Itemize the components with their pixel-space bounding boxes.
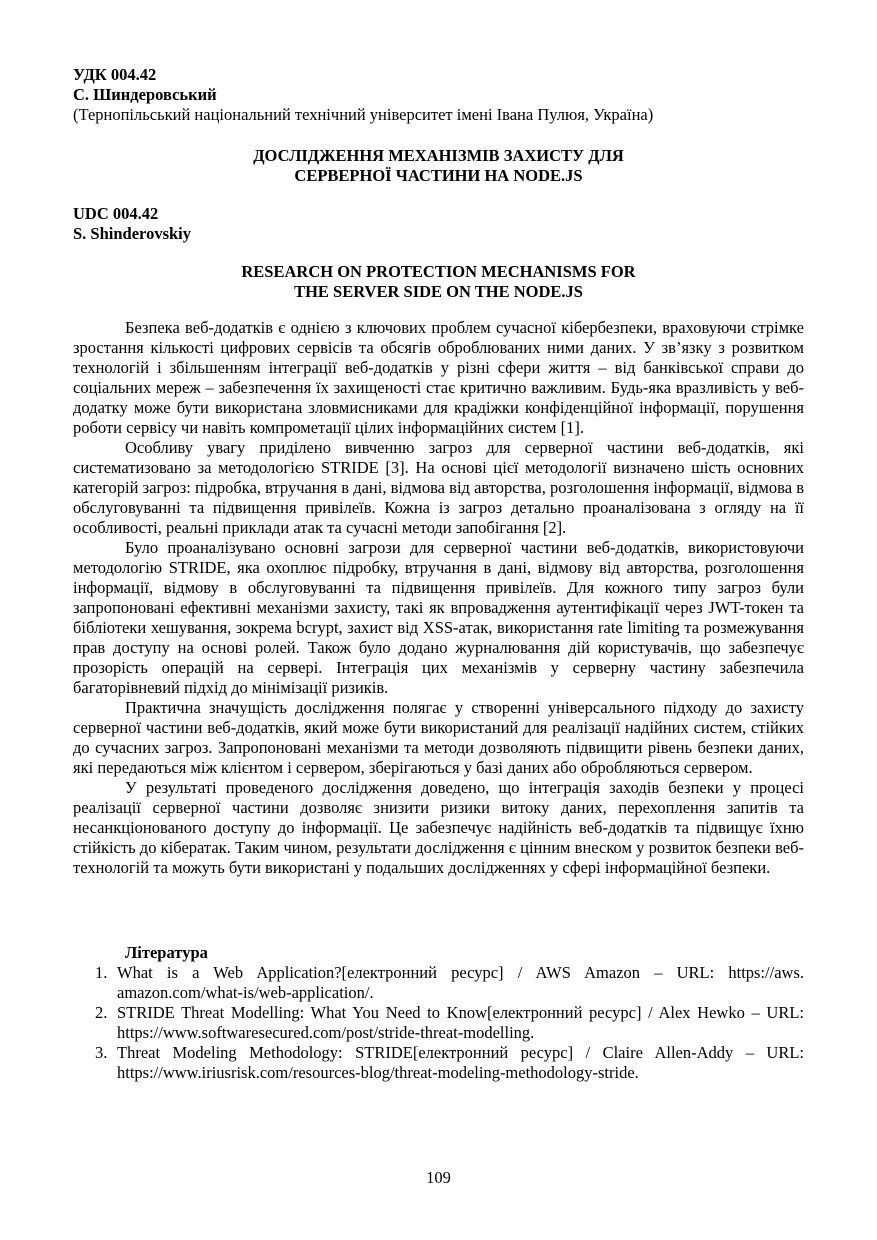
author-en: S. Shinderovskiy [73, 224, 191, 243]
udc-en: UDC 004.42 [73, 204, 159, 223]
paragraph: Було проаналізувано основні загрози для серверної частини веб-додатків, використовуючи методологію STRIDE, яка охоплює підробку, втручання в дані, відмову від авторства, розголошення інформації, відмову в обслуговуванні та підвищення привілеїв. Для кожного типу загроз були запропоновані ефективні механізми захисту, такі як впровадження аутентифікації через JWT-токен та бібліотеки хешування, зокрема bcrypt, захист від XSS-атак, використання rate limiting та розмежування прав доступу на основі ролей. Також було додано журналювання дій користувачів, що забезпечує прозорість операцій на сервері. Інтеграція цих механізмів у серверну частину забезпечила багаторівневий підхід до мінімізації ризиків. [73, 538, 804, 697]
title-en-line1: RESEARCH ON PROTECTION MECHANISMS FOR [241, 262, 636, 281]
paragraph: У результаті проведеного дослідження доведено, що інтеграція заходів безпеки у процесі реалізації серверної частини дозволяє знизити ризики витоку даних, перехоплення запитів та несанкціонованого доступу до інформації. Це забезпечує надійність веб-додатків та підвищує їхню стійкість до кібератак. Таким чином, результати дослідження є цінним внеском у розвиток безпеки веб-технологій та можуть бути використані у подальших дослідженнях у сфері інформаційної безпеки. [73, 778, 804, 877]
references-heading: Література [125, 943, 208, 962]
reference-text: What is a Web Application?[електронний ресурс] / AWS Amazon – URL: https://aws. amazon.com/what-is/web-application/. [117, 963, 804, 1002]
page-number: 109 [426, 1168, 451, 1187]
title-ua-line1: ДОСЛІДЖЕННЯ МЕХАНІЗМІВ ЗАХИСТУ ДЛЯ [253, 146, 624, 165]
reference-number: 2. [95, 1003, 108, 1022]
reference-item [73, 1003, 804, 1043]
abstract-body [73, 318, 804, 878]
affiliation-ua: (Тернопільський національний технічний університет імені Івана Пулюя, Україна) [73, 105, 654, 124]
reference-item [73, 1043, 804, 1083]
reference-number: 3. [95, 1043, 108, 1062]
paragraph: Особливу увагу приділено вивченню загроз для серверної частини веб-додатків, які систематизовано за методологією STRIDE [3]. На основі цієї методології визначено шість основних категорій загроз: підробка, втручання в дані, відмова від авторства, розголошення інформації, відмова в обслуговуванні та підвищення привілеїв. Кожна із загроз детально проаналізована з огляду на її особливості, реальні приклади атак та сучасні методи запобігання [2]. [73, 438, 804, 537]
paragraph: Практична значущість дослідження полягає у створенні універсального підходу до захисту серверної частини веб-додатків, який може бути використаний для реалізації надійних систем, стійких до сучасних загроз. Запропоновані механізми та методи дозволяють підвищити рівень безпеки даних, які передаються між клієнтом і сервером, зберігаються у базі даних або обробляються сервером. [73, 698, 804, 777]
reference-number: 1. [95, 963, 108, 982]
author-ua: С. Шиндеровський [73, 85, 217, 104]
reference-text: STRIDE Threat Modelling: What You Need to Know[електронний ресурс] / Alex Hewko – URL: https://www.softwaresecured.com/post/stride-threat-modelling. [117, 1003, 804, 1042]
title-ua-line2: СЕРВЕРНОЇ ЧАСТИНИ НА NODE.JS [294, 166, 583, 185]
udc-ua: УДК 004.42 [73, 65, 157, 84]
reference-text: Threat Modeling Methodology: STRIDE[електронний ресурс] / Claire Allen-Addy – URL: https://www.iriusrisk.com/resources-blog/threat-modeling-methodology-stride. [117, 1043, 804, 1082]
reference-item [73, 963, 804, 1003]
title-en-line2: THE SERVER SIDE ON THE NODE.JS [294, 282, 583, 301]
paragraph: Безпека веб-додатків є однією з ключових проблем сучасної кібербезпеки, враховуючи стрімке зростання кількості цифрових сервісів та обсягів оброблюваних ними даних. У зв’язку з розвитком технологій і збільшенням інтеграції веб-додатків у різні сфери життя – від банківської справи до соціальних мереж – забезпечення їх захищеності стає критично важливим. Будь-яка вразливість у веб-додатку може бути використана зловмисниками для крадіжки конфіденційної інформації, порушення роботи сервісу чи навіть компрометації цілих інформаційних систем [1]. [73, 318, 804, 437]
references-list [73, 963, 804, 1083]
